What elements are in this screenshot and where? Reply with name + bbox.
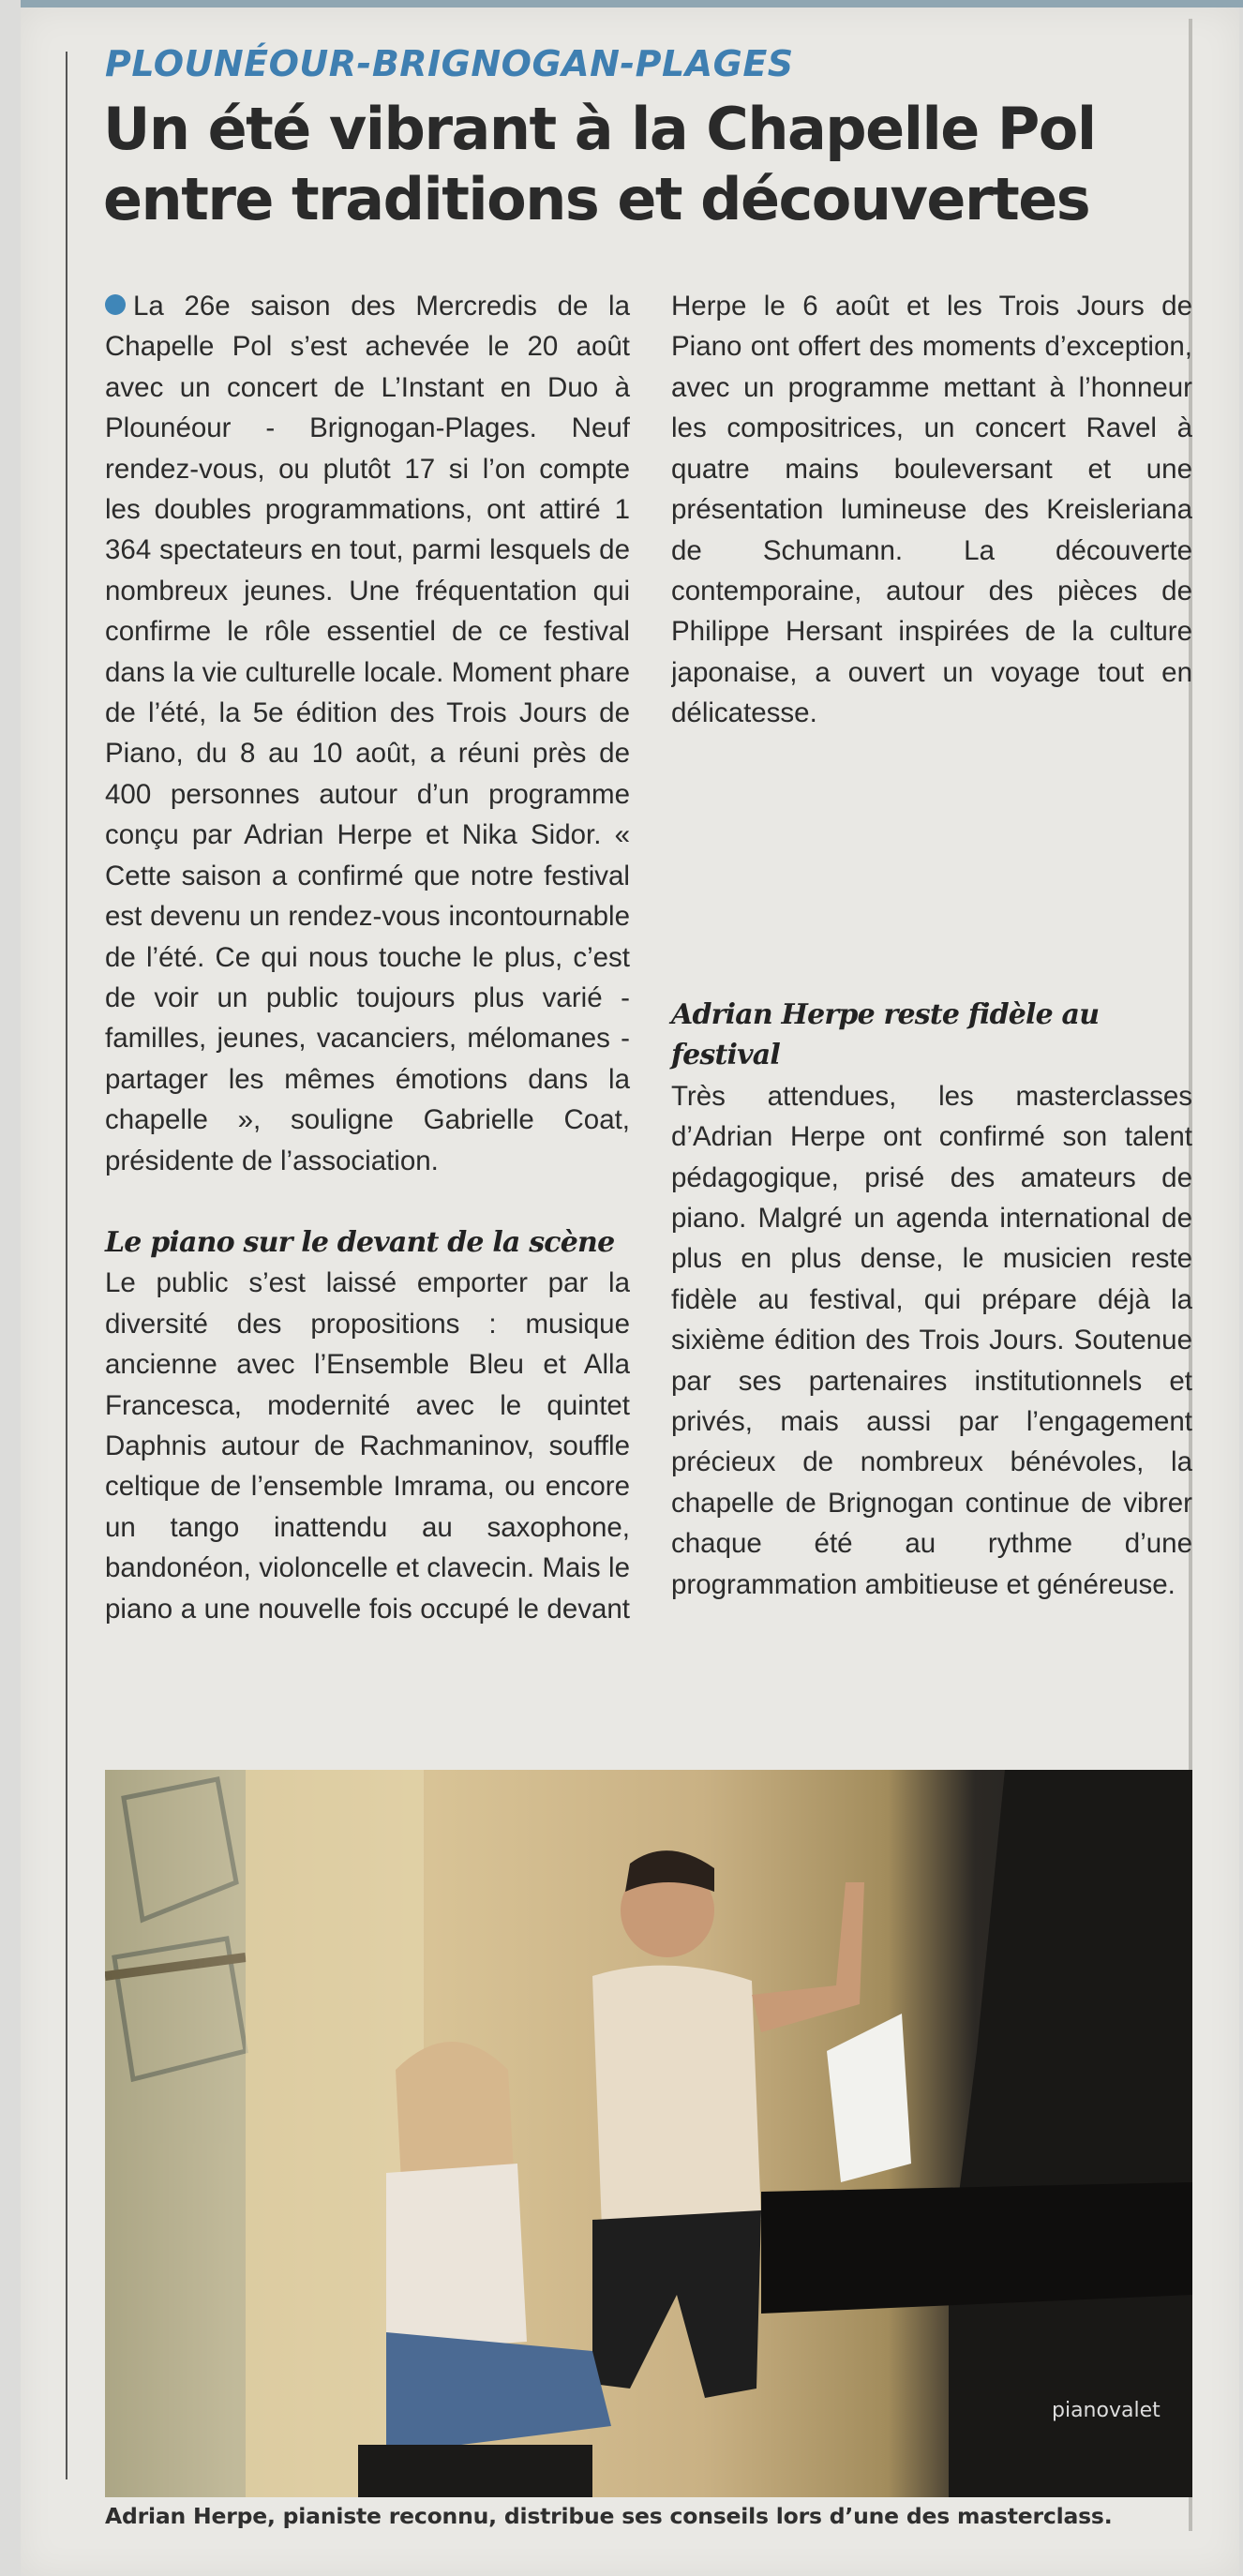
teacher-figure <box>592 1850 864 2398</box>
photo-brand-label: pianovalet <box>1052 2399 1161 2422</box>
paragraph-programme: Le public s’est laissé emporter par la diversité des propositions : musique ancienne avec l’Ensemble Bleu et Alla Francesca, modernité avec le quintet Daphnis autour de Rachmaninov, souffle celtique de l’ensemble Imrama, ou encore un tango inattendu au saxophone, bandonéon, violoncelle et clavecin. Mais le piano a une nouvelle fois occupé le devant <box>105 1267 630 1625</box>
paragraph-programme-continued <box>671 286 1192 957</box>
paragraph-masterclass: Très attendues, les masterclasses d’Adrian Herpe ont confirmé son talent pédagogique, prisé des amateurs de piano. Malgré un agenda international de plus en plus dense, le musicien reste fidèle au festival, qui prépare déjà la sixième édition des Trois Jours. Soutenue par ses partenaires institutionnels et privés, mais aussi par l’engagement précieux de nombreux bénévoles, la chapelle de Brignogan continue de vibrer chaque été au rythme d’une programmation ambitieuse et généreuse. <box>671 1080 1192 1600</box>
article-headline: Un été vibrant à la Chapelle Pol entre traditions et découvertes <box>103 95 1096 233</box>
spacer <box>671 957 1192 995</box>
article-photo <box>105 1770 1192 2497</box>
column-rule <box>66 52 67 2479</box>
music-stand <box>827 2014 911 2182</box>
article-column-left <box>105 286 630 1626</box>
photo-caption: Adrian Herpe, pianiste reconnu, distribue ses conseils lors d’une des masterclass. <box>105 2503 1113 2529</box>
subhead-herpe: Adrian Herpe reste fidèle au festival <box>671 998 1100 1072</box>
subhead-piano: Le piano sur le devant de la scène <box>105 1225 615 1259</box>
paragraph-programme-tail: Herpe le 6 août et les Trois Jours de Piano ont offert des moments d’exception, avec un programme mettant à l’honneur les compositrices, un concert Ravel à quatre mains bouleversant et une présentation lumineuse des Kreisleriana de Schumann. La découverte contemporaine, autour des pièces de Philippe Hersant inspirées de la culture japonaise, a ouvert un voyage tout en délicatesse. <box>671 291 1192 729</box>
article-kicker: PLOUNÉOUR-BRIGNOGAN-PLAGES <box>105 43 794 84</box>
lead-paragraph <box>105 286 630 1181</box>
article-column-right <box>671 286 1192 1605</box>
bullet-icon <box>105 294 126 315</box>
masterclass-photo-illustration <box>105 1770 1192 2497</box>
spacer <box>105 1181 630 1222</box>
clipping-top-edge <box>21 0 1243 7</box>
lead-text: La 26e saison des Mercredis de la Chapelle Pol s’est achevée le 20 août avec un concert de L’Instant en Duo à Plounéour - Brignogan-Plages. Neuf rendez-vous, ou plutôt 17 si l’on compte les doubles programmations, ont attiré 1 364 spectateurs en tout, parmi lesquels de nombreux jeunes. Une fréquentation qui confirme le rôle essentiel de ce festival dans la vie culturelle locale. Moment phare de l’été, la 5e édition des Trois Jours de Piano, du 8 au 10 août, a réuni près de 400 personnes autour d’un programme conçu par Adrian Herpe et Nika Sidor. « Cette saison a confirmé que notre festival est devenu un rendez-vous incontournable de l’été. Ce qui nous touche le plus, c’est de voir un public toujours plus varié - familles, jeunes, vacanciers, mélomanes - partager les mêmes émotions dans la chapelle », souligne Gabrielle Coat, présidente de l’association. <box>105 291 630 1176</box>
